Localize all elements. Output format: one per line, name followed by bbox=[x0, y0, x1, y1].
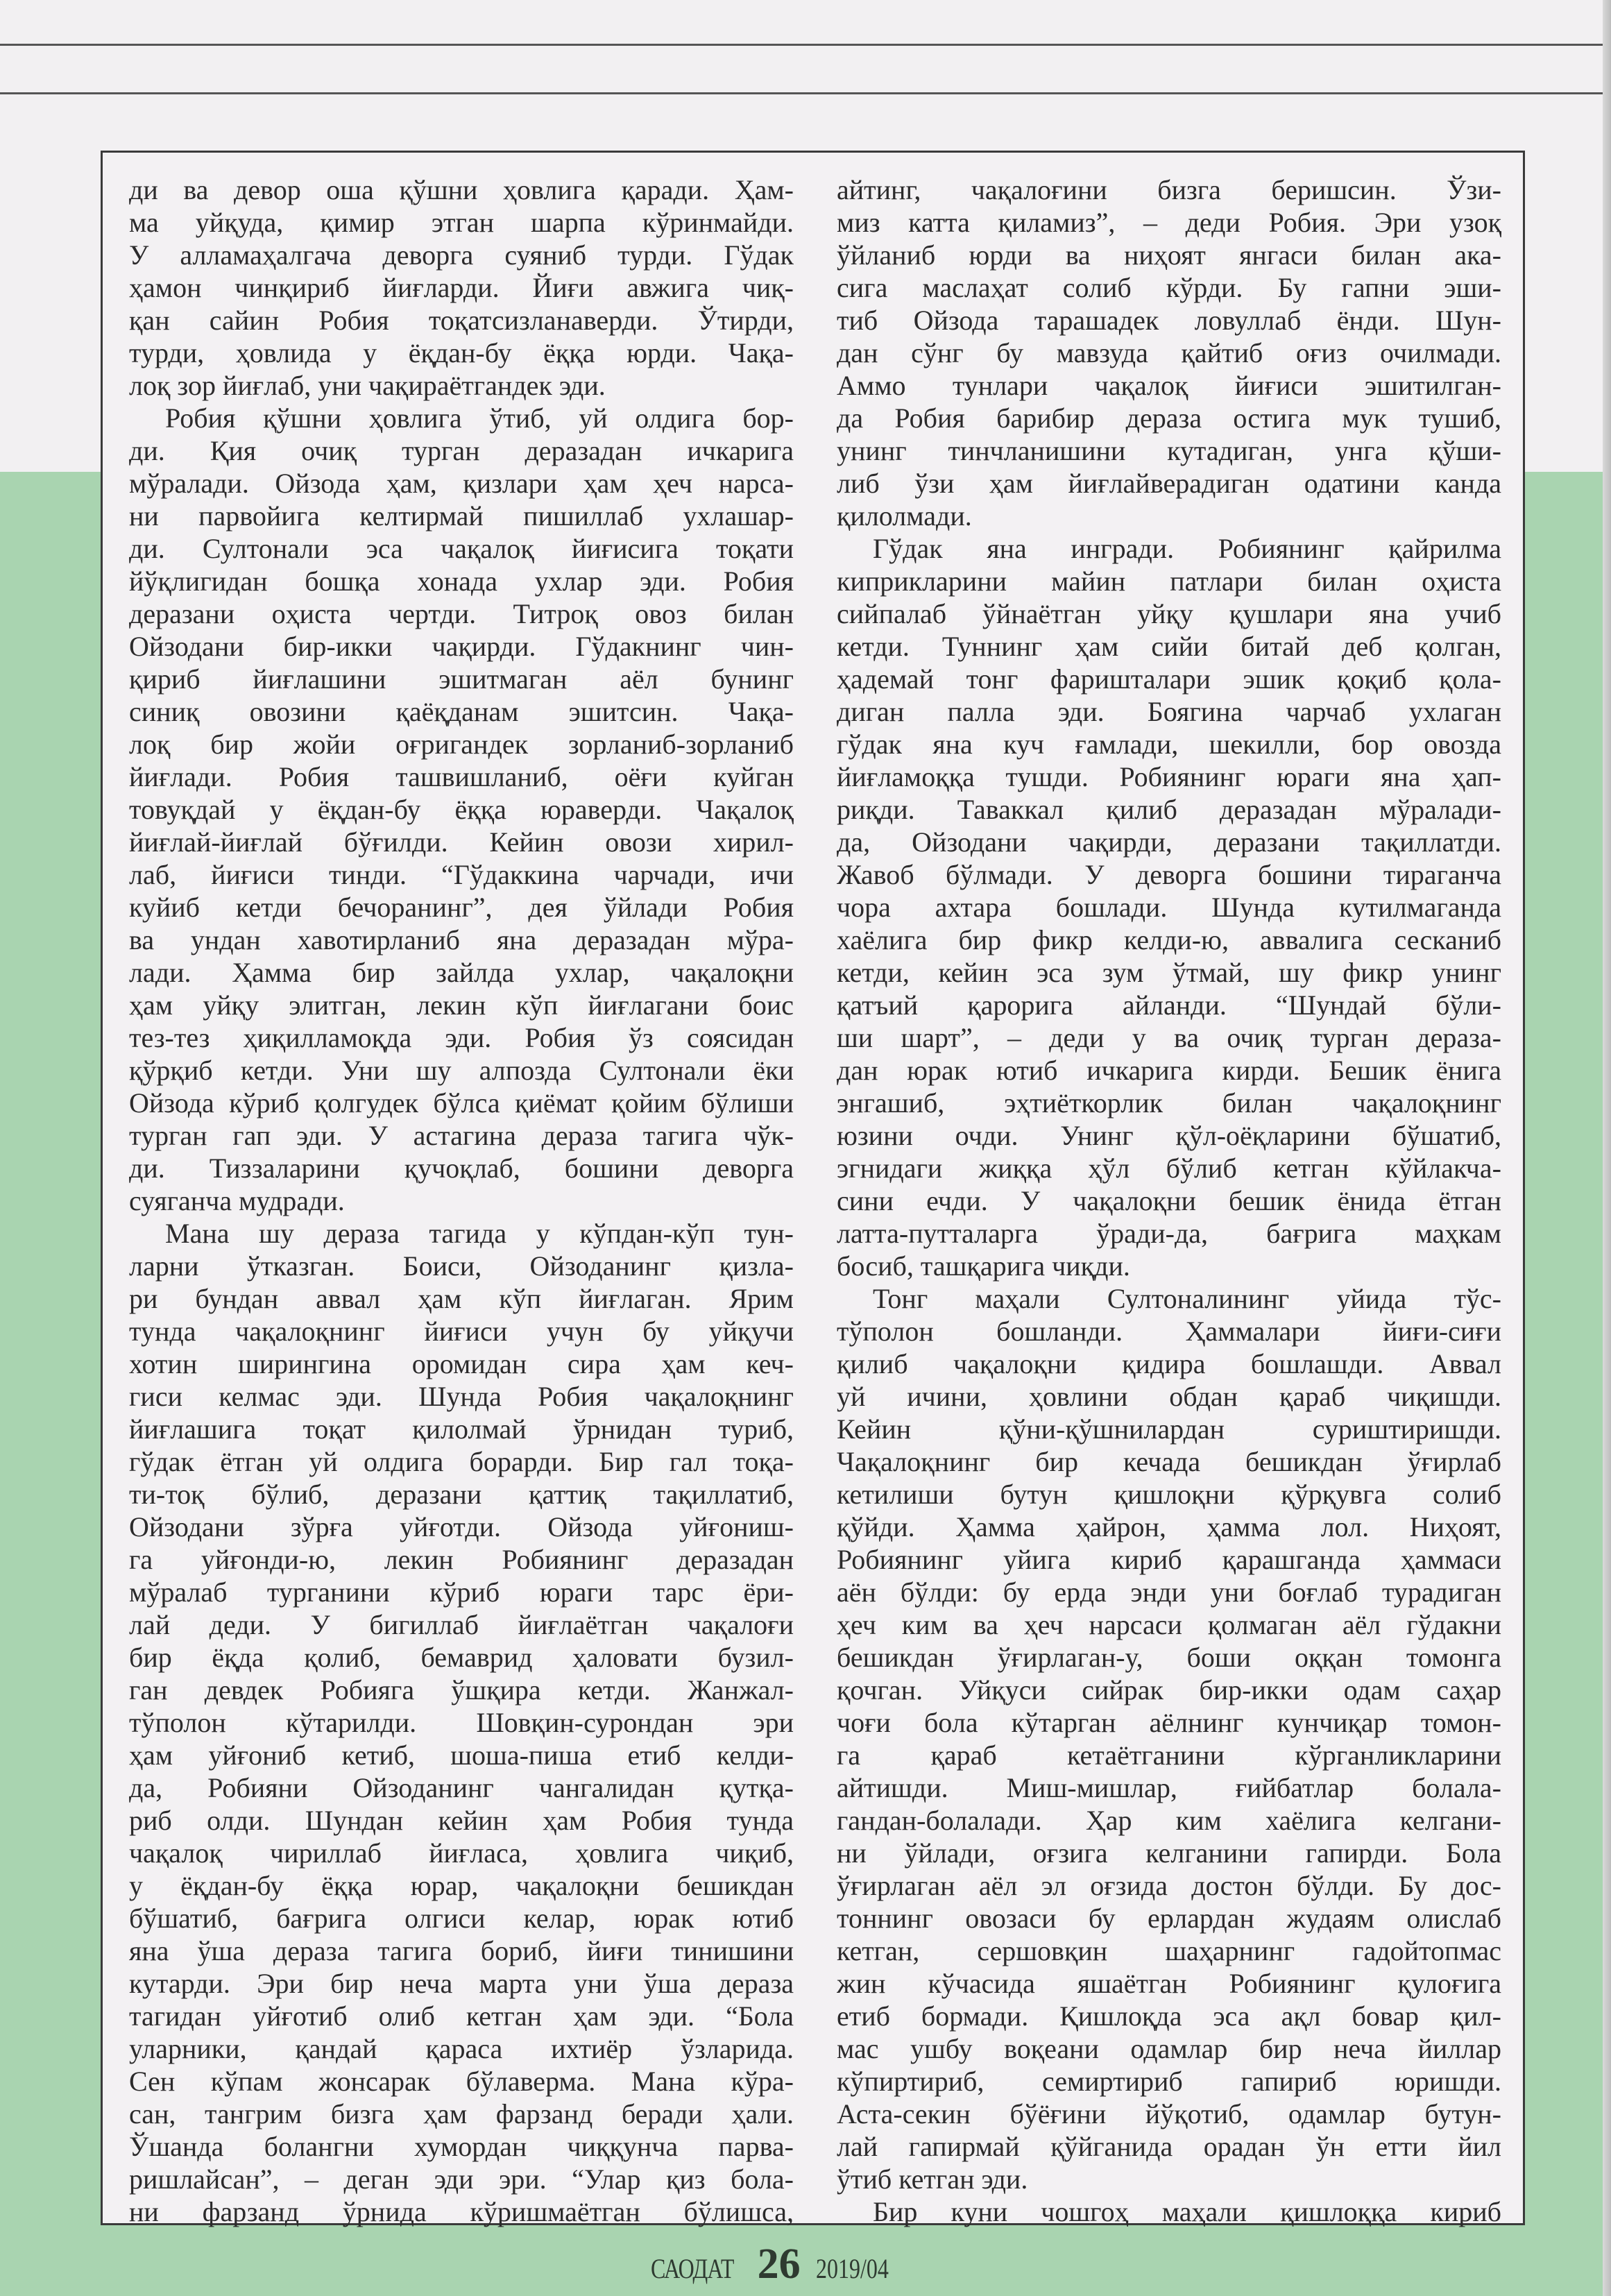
text-line: сан, тангрим бизга ҳам фарзанд беради ҳали. bbox=[129, 2098, 794, 2129]
text-line: да Робия барибир дераза остига мук тушиб, bbox=[837, 402, 1501, 434]
text-line: дан юрак ютиб ичкарига кирди. Бешик ёнига bbox=[837, 1055, 1501, 1086]
text-line: гандан-болалади. Ҳар ким хаёлига келгани- bbox=[837, 1805, 1501, 1836]
text-line: тўполон кўтарилди. Шовқин-сурондан эри bbox=[129, 1707, 794, 1738]
text-line: лоқ бир жойи оғригандек зорланиб-зорланиб bbox=[129, 729, 794, 760]
text-line: куйиб кетди бечоранинг”, дея ўйлади Робия bbox=[129, 892, 794, 923]
text-column-right bbox=[837, 173, 1501, 2228]
text-line: сига маслаҳат солиб кўрди. Бу гапни эши- bbox=[837, 272, 1501, 303]
text-line: ри бундан аввал ҳам кўп йиғлаган. Ярим bbox=[129, 1283, 794, 1314]
page-footer bbox=[651, 2240, 907, 2289]
text-line: ва ундан хавотирланиб яна деразадан мўра- bbox=[129, 924, 794, 955]
text-line: ҳамон чинқириб йиғларди. Йиғи авжига чиқ- bbox=[129, 272, 794, 303]
text-line: яна ўша дераза тагига бориб, йиғи тинишини bbox=[129, 1935, 794, 1966]
text-line: қочган. Уйқуси сийрак бир-икки одам саҳар bbox=[837, 1674, 1501, 1706]
text-line: суяганча мудради. bbox=[129, 1185, 345, 1216]
header-rule-top bbox=[0, 44, 1603, 46]
text-line: йўқлигидан бошқа хонада ухлар эди. Робия bbox=[129, 566, 794, 597]
text-line: миз катта қиламиз”, – деди Робия. Эри узоқ bbox=[837, 207, 1501, 238]
text-line: либ ўзи ҳам йиғлайверадиган одатини канда bbox=[837, 468, 1501, 499]
text-line: да, Робияни Ойзоданинг чангалидан қутқа- bbox=[129, 1772, 794, 1803]
text-line: тиб Ойзода тарашадек ловуллаб ёнди. Шун- bbox=[837, 305, 1501, 336]
text-line: кўпиртириб, семиртириб гапириб юришди. bbox=[837, 2066, 1501, 2097]
text-line: ни фарзанд ўрнида кўришмаётган бўлишса, bbox=[129, 2196, 794, 2227]
text-line: бўшатиб, бағрига олгиси келар, юрак ютиб bbox=[129, 1903, 794, 1934]
text-line: лай гапирмай қўйганида орадан ўн етти йил bbox=[837, 2131, 1501, 2162]
text-line: Ойзода кўриб қолгудек бўлса қиёмат қойим бўлиши bbox=[129, 1087, 794, 1119]
text-line: мўралади. Ойзода ҳам, қизлари ҳам ҳеч нарса- bbox=[129, 468, 794, 499]
text-line: айтинг, чақалоғини бизга беришсин. Ўзи- bbox=[837, 174, 1501, 205]
text-line: тунда чақалоқнинг йиғиси учун бу уйқучи bbox=[129, 1316, 794, 1347]
text-line: ҳадемай тонг фаришталари эшик қоқиб қола- bbox=[837, 663, 1501, 695]
text-line: уй ичини, ҳовлини обдан қараб чиқишди. bbox=[837, 1381, 1501, 1412]
text-line: ҳам уйқу элитган, лекин кўп йиғлагани боис bbox=[129, 989, 794, 1021]
text-line: тўполон бошланди. Ҳаммалари йиғи-сиғи bbox=[837, 1316, 1501, 1347]
text-line: ди ва девор оша қўшни ҳовлига қаради. Ҳам- bbox=[129, 174, 794, 205]
text-line: йиғлашига тоқат қилолмай ўрнидан туриб, bbox=[129, 1413, 794, 1445]
text-line: бешикдан ўғирлаган-у, боши оққан томонга bbox=[837, 1642, 1501, 1673]
text-line: У алламаҳалгача деворга суяниб турди. Гўдак bbox=[129, 239, 794, 271]
text-line: латта-путталарга ўради-да, бағрига маҳкам bbox=[837, 1218, 1501, 1249]
text-line: лоқ зор йиғлаб, уни чақираётгандек эди. bbox=[129, 370, 606, 401]
text-line: гўдак ётган уй олдига борарди. Бир гал тоқа- bbox=[129, 1446, 794, 1477]
text-line: юзини очди. Унинг қўл-оёқларини бўшатиб, bbox=[837, 1120, 1501, 1151]
text-line: риқди. Таваккал қилиб деразадан мўралади- bbox=[837, 794, 1501, 825]
text-line: Чақалоқнинг бир кечада бешикдан ўғирлаб bbox=[837, 1446, 1501, 1477]
text-line: Гўдак яна ингради. Робиянинг қайрилма bbox=[873, 533, 1501, 564]
text-line: чоғи бола кўтарган аёлнинг кунчиқар томон- bbox=[837, 1707, 1501, 1738]
text-line: киприкларини майин патлари билан оҳиста bbox=[837, 566, 1501, 597]
text-line: тез-тез ҳиқилламоқда эди. Робия ўз соясидан bbox=[129, 1022, 794, 1053]
text-line: ни парвойига келтирмай пишиллаб ухлашар- bbox=[129, 500, 794, 532]
text-line: у ёқдан-бу ёққа юрар, чақалоқни бешикдан bbox=[129, 1870, 794, 1901]
text-line: Ойзодани бир-икки чақирди. Гўдакнинг чин- bbox=[129, 631, 794, 662]
text-line: Тонг маҳали Султоналининг уйида тўс- bbox=[873, 1283, 1501, 1314]
text-line: ди. Қия очиқ турган деразадан ичкарига bbox=[129, 435, 794, 466]
text-line: етиб бормади. Қишлоқда эса ақл бовар қил- bbox=[837, 2000, 1501, 2032]
text-line: ларни ўтказган. Боиси, Ойзоданинг қизла- bbox=[129, 1250, 794, 1282]
text-line: йиғламоққа тушди. Робиянинг юраги яна ҳап- bbox=[837, 761, 1501, 792]
text-line: кутарди. Эри бир неча марта уни ўша дераза bbox=[129, 1968, 794, 1999]
text-line: Аммо тунлари чақалоқ йиғиси эшитилган- bbox=[837, 370, 1501, 401]
text-line: қўрқиб кетди. Уни шу алпозда Султонали ёки bbox=[129, 1055, 794, 1086]
text-line: сини ечди. У чақалоқни бешик ёнида ётган bbox=[837, 1185, 1501, 1216]
text-line: Жавоб бўлмади. У деворга бошини тираганча bbox=[837, 859, 1501, 890]
text-line: мўралаб турганини кўриб юраги тарс ёри- bbox=[129, 1576, 794, 1608]
text-line: ди. Султонали эса чақалоқ йиғисига тоқати bbox=[129, 533, 794, 564]
text-line: қилолмади. bbox=[837, 500, 972, 532]
text-line: сийпалаб ўйнаётган уйқу қушлари яна учиб bbox=[837, 598, 1501, 629]
text-line: чора ахтара бошлади. Шунда кутилмаганда bbox=[837, 892, 1501, 923]
text-line: қириб йиғлашини эшитмаган аёл бунинг bbox=[129, 663, 794, 695]
text-line: айтишди. Миш-мишлар, ғийбатлар болала- bbox=[837, 1772, 1501, 1803]
text-line: уларники, қандай қараса ихтиёр ўзларида. bbox=[129, 2033, 794, 2064]
text-line: қўйди. Ҳамма ҳайрон, ҳамма лол. Ниҳоят, bbox=[837, 1511, 1501, 1542]
text-line: ҳам уйғониб кетиб, шоша-пиша етиб келди- bbox=[129, 1740, 794, 1771]
text-line: Сен кўпам жонсарак бўлаверма. Мана кўра- bbox=[129, 2066, 794, 2097]
text-line: ган девдек Робияга ўшқира кетди. Жанжал- bbox=[129, 1674, 794, 1706]
text-line: тагидан уйғотиб олиб кетган ҳам эди. “Бола bbox=[129, 2000, 794, 2032]
text-line: кетган, сершовқин шаҳарнинг гадойтопмас bbox=[837, 1935, 1501, 1966]
text-line: хаёлига бир фикр келди-ю, аввалига сесканиб bbox=[837, 924, 1501, 955]
text-line: ма уйқуда, қимир этган шарпа кўринмайди. bbox=[129, 207, 794, 238]
text-line: деразани оҳиста чертди. Титроқ овоз билан bbox=[129, 598, 794, 629]
text-line: ўғирлаган аёл эл оғзида достон бўлди. Бу дос- bbox=[837, 1870, 1501, 1901]
text-line: қатъий қарорига айланди. “Шундай бўли- bbox=[837, 989, 1501, 1021]
text-line: аён бўлди: бу ерда энди уни боғлаб турадиган bbox=[837, 1576, 1501, 1608]
text-line: ти-тоқ бўлиб, деразани қаттиқ тақиллатиб, bbox=[129, 1479, 794, 1510]
text-line: Бир куни чошгоҳ маҳали қишлоққа кириб bbox=[873, 2196, 1501, 2227]
text-column-left bbox=[129, 173, 794, 2228]
text-line: Кейин қўни-қўшнилардан суриштиришди. bbox=[837, 1413, 1501, 1445]
text-line: чақалоқ чириллаб йиғласа, ҳовлига чиқиб, bbox=[129, 1837, 794, 1869]
text-line: эгнидаги жиққа ҳўл бўлиб кетган кўйлакча- bbox=[837, 1153, 1501, 1184]
text-line: Мана шу дераза тагида у кўпдан-кўп тун- bbox=[165, 1218, 794, 1249]
text-line: турди, ҳовлида у ёқдан-бу ёққа юрди. Чақа- bbox=[129, 337, 794, 368]
text-line: ши шарт”, – деди у ва очиқ турган дераза- bbox=[837, 1022, 1501, 1053]
text-line: гиси келмас эди. Шунда Робия чақалоқнинг bbox=[129, 1381, 794, 1412]
text-line: йиғлай-йиғлай бўғилди. Кейин овози хирил- bbox=[129, 826, 794, 858]
text-line: Робия қўшни ҳовлига ўтиб, уй олдига бор- bbox=[165, 402, 794, 434]
text-line: Ойзодани зўрға уйғотди. Ойзода уйғониш- bbox=[129, 1511, 794, 1542]
text-line: қилиб чақалоқни қидира бошлашди. Аввал bbox=[837, 1348, 1501, 1379]
text-line: лаб, йиғиси тинди. “Гўдаккина чарчади, ичи bbox=[129, 859, 794, 890]
text-line: кетди, кейин эса зум ўтмай, шу фикр унинг bbox=[837, 957, 1501, 988]
text-line: энгашиб, эҳтиёткорлик билан чақалоқнинг bbox=[837, 1087, 1501, 1119]
text-line: ўйланиб юрди ва ниҳоят янгаси билан ака- bbox=[837, 239, 1501, 271]
text-line: босиб, ташқарига чиқди. bbox=[837, 1250, 1130, 1282]
text-line: диган палла эди. Боягина чарчаб ухлаган bbox=[837, 696, 1501, 727]
text-line: га қараб кетаётганини кўрганликларини bbox=[837, 1740, 1501, 1771]
text-line: Аста-секин бўёғини йўқотиб, одамлар бутун- bbox=[837, 2098, 1501, 2129]
text-line: ни ўйлади, оғзига келганини гапирди. Бола bbox=[837, 1837, 1501, 1869]
text-line: синиқ овозини қаёқданам эшитсин. Чақа- bbox=[129, 696, 794, 727]
text-line: кетилиши бутун қишлоқни қўрқувга солиб bbox=[837, 1479, 1501, 1510]
text-line: товуқдай у ёқдан-бу ёққа юраверди. Чақалоқ bbox=[129, 794, 794, 825]
header-rule-bottom bbox=[0, 92, 1603, 94]
text-line: ди. Тиззаларини қучоқлаб, бошини деворга bbox=[129, 1153, 794, 1184]
text-line: дан сўнг бу мавзуда қайтиб оғиз очилмади. bbox=[837, 337, 1501, 368]
text-line: гўдак яна куч ғамлади, шекилли, бор овозда bbox=[837, 729, 1501, 760]
article-text-frame bbox=[101, 151, 1525, 2225]
text-line: ҳеч ким ва ҳеч нарсаси қолмаган аёл гўдакни bbox=[837, 1609, 1501, 1640]
page-edge-shadow bbox=[1603, 0, 1611, 2296]
text-line: лай деди. У бигиллаб йиғлаётган чақалоғи bbox=[129, 1609, 794, 1640]
text-line: турган гап эди. У астагина дераза тагига чўк- bbox=[129, 1120, 794, 1151]
text-line: ўтиб кетган эди. bbox=[837, 2163, 1028, 2195]
text-line: жин кўчасида яшаётган Робиянинг қулоғига bbox=[837, 1968, 1501, 1999]
page-number: 26 bbox=[757, 2240, 801, 2288]
text-line: йиғлади. Робия ташвишланиб, оёғи куйган bbox=[129, 761, 794, 792]
text-line: қан сайин Робия тоқатсизланаверди. Ўтирди, bbox=[129, 305, 794, 336]
text-line: риб олди. Шундан кейин ҳам Робия тунда bbox=[129, 1805, 794, 1836]
text-line: лади. Ҳамма бир зайлда ухлар, чақалоқни bbox=[129, 957, 794, 988]
text-line: хотин ширингина оромидан сира ҳам кеч- bbox=[129, 1348, 794, 1379]
text-line: тоннинг овозаси бу ерлардан жудаям олислаб bbox=[837, 1903, 1501, 1934]
text-line: ришлайсан”, – деган эди эри. “Улар қиз бола- bbox=[129, 2163, 794, 2195]
text-line: мас ушбу воқеани одамлар бир неча йиллар bbox=[837, 2033, 1501, 2064]
magazine-name: САОДАТ bbox=[651, 2253, 734, 2284]
text-line: да, Ойзодани чақирди, деразани тақиллатди. bbox=[837, 826, 1501, 858]
text-line: бир ёқда қолиб, бемаврид ҳаловати бузил- bbox=[129, 1642, 794, 1673]
text-line: га уйғонди-ю, лекин Робиянинг деразадан bbox=[129, 1544, 794, 1575]
text-line: Ўшанда болангни хумордан чиққунча парва- bbox=[129, 2131, 794, 2162]
text-line: унинг тинчланишини кутадиган, унга қўши- bbox=[837, 435, 1501, 466]
text-line: Робиянинг уйига кириб қарашганда ҳаммаси bbox=[837, 1544, 1501, 1575]
text-line: кетди. Туннинг ҳам сийи битай деб қолган, bbox=[837, 631, 1501, 662]
issue-date: 2019/04 bbox=[815, 2253, 889, 2284]
